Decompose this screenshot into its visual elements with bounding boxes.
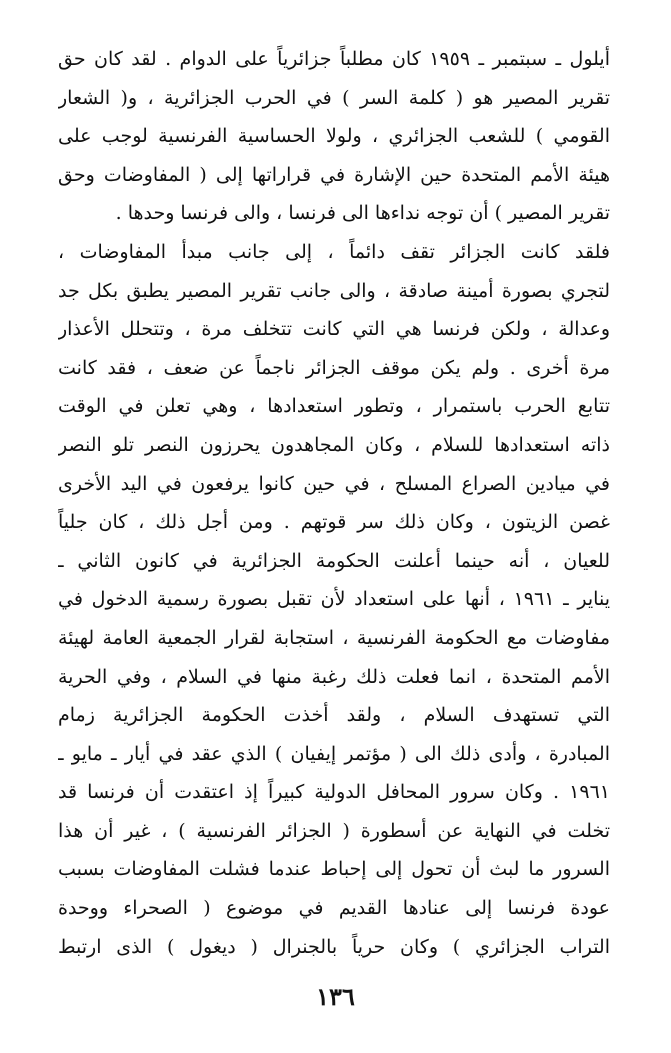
text-line: غصن الزيتون ، وكان ذلك سر قوتهم . ومن أجل ذلك ، كان جلياً bbox=[58, 511, 610, 534]
text-line: تخلت في النهاية عن أسطورة ( الجزائر الفرنسية ) ، غير أن هذا bbox=[58, 819, 610, 842]
text-line: في ميادين الصراع المسلح ، في حين كانوا يرفعون في اليد الأخرى bbox=[58, 472, 610, 495]
text-line: تقرير المصير ) أن توجه نداءها الى فرنسا ، والى فرنسا وحدها . bbox=[115, 202, 610, 225]
text-line: فلقد كانت الجزائر تقف دائماً ، إلى جانب مبدأ المفاوضات ، bbox=[58, 240, 610, 263]
text-line: تتابع الحرب باستمرار ، وتطور استعدادها ، وهي تعلن في الوقت bbox=[58, 395, 610, 418]
text-line: هيئة الأمم المتحدة حين الإشارة في قراراتها إلى ( المفاوضات وحق bbox=[58, 163, 610, 186]
text-line: الأمم المتحدة ، انما فعلت ذلك رغبة منها في السلام ، وفي الحرية bbox=[58, 665, 610, 688]
text-line: التي تستهدف السلام ، ولقد أخذت الحكومة الجزائرية زمام bbox=[58, 704, 610, 727]
text-line: السرور ما لبث أن تحول إلى إحباط عندما فشلت المفاوضات بسبب bbox=[58, 858, 610, 881]
text-line: يناير ـ ١٩٦١ ، أنها على استعداد لأن تقبل بصورة رسمية الدخول في bbox=[58, 588, 610, 611]
text-line: التراب الجزائري ) وكان حرياً بالجنرال ( ديغول ) الذى ارتبط bbox=[58, 935, 610, 958]
text-line: ١٩٦١ . وكان سرور المحافل الدولية كبيراً إذ اعتقدت أن فرنسا قد bbox=[58, 781, 610, 804]
text-line: تقرير المصير هو ( كلمة السر ) في الحرب الجزائرية ، و( الشعار bbox=[58, 86, 610, 109]
text-line: وعدالة ، ولكن فرنسا هي التي كانت تتخلف مرة ، وتتحلل الأعذار bbox=[58, 318, 610, 341]
text-line: ذاته استعدادها للسلام ، وكان المجاهدون يحرزون النصر تلو النصر bbox=[58, 433, 610, 456]
page-number: ١٣٦ bbox=[316, 982, 355, 1011]
text-line: مفاوضات مع الحكومة الفرنسية ، استجابة لقرار الجمعية العامة لهيئة bbox=[58, 626, 610, 649]
text-line: لتجري بصورة أمينة صادقة ، والى جانب تقرير المصير يطبق بكل جد bbox=[58, 279, 610, 302]
text-line: مرة أخرى . ولم يكن موقف الجزائر ناجماً عن ضعف ، فقد كانت bbox=[58, 356, 610, 379]
text-line: القومي ) للشعب الجزائري ، ولولا الحساسية الفرنسية لوجب على bbox=[58, 125, 610, 148]
text-line: المبادرة ، وأدى ذلك الى ( مؤتمر إيفيان ) الذي عقد في أيار ـ مايو ـ bbox=[58, 742, 610, 765]
body-text bbox=[58, 40, 610, 966]
text-line: أيلول ـ سبتمبر ـ ١٩٥٩ كان مطلباً جزائرياً على الدوام . لقد كان حق bbox=[58, 48, 610, 70]
text-line: عودة فرنسا إلى عنادها القديم في موضوع ( الصحراء ووحدة bbox=[58, 897, 610, 920]
text-line: للعيان ، أنه حينما أعلنت الحكومة الجزائرية في كانون الثاني ـ bbox=[58, 549, 610, 572]
